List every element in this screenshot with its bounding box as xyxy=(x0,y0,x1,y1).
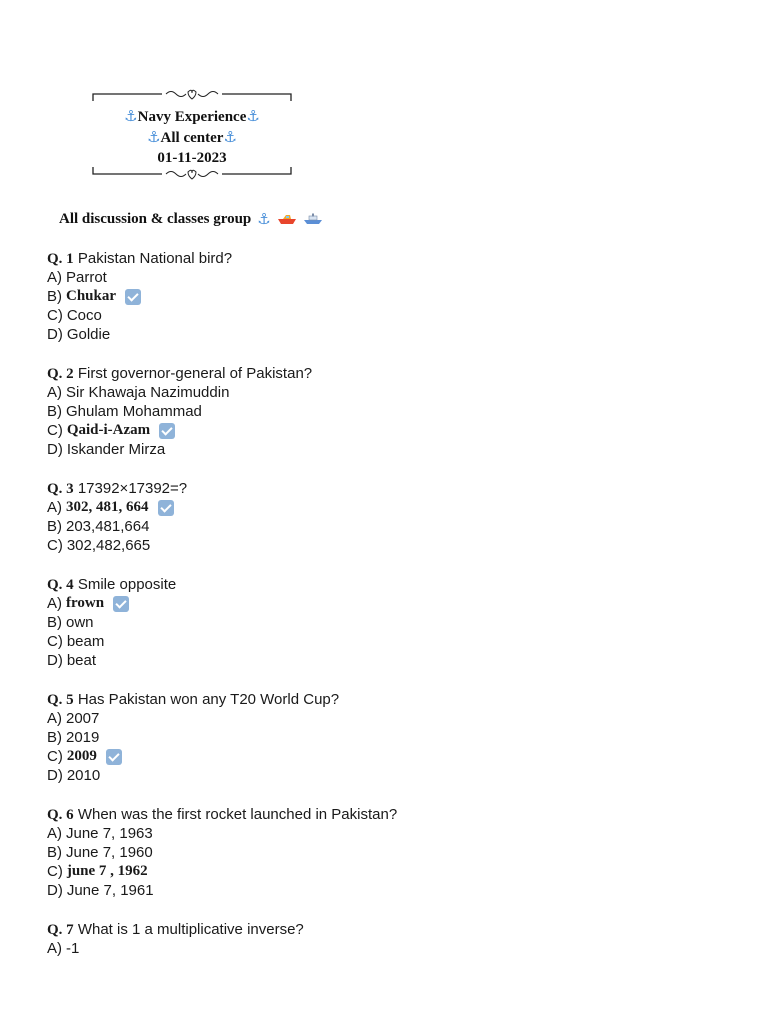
option-text: 2019 xyxy=(66,729,100,746)
option-text: -1 xyxy=(66,940,80,957)
check-mark-icon xyxy=(106,749,122,765)
option-text: Iskander Mirza xyxy=(66,441,166,458)
answer-option xyxy=(47,613,747,632)
option-letter: A) xyxy=(47,710,62,727)
answer-option xyxy=(47,862,747,881)
option-text: Ghulam Mohammad xyxy=(66,403,202,420)
option-text: Coco xyxy=(66,307,102,324)
option-text: 302,482,665 xyxy=(66,537,151,554)
check-mark-icon xyxy=(159,423,175,439)
answer-option xyxy=(47,536,747,555)
option-letter: A) xyxy=(47,595,62,612)
question-block xyxy=(47,690,747,785)
ship-icon xyxy=(303,213,323,225)
answer-option xyxy=(47,651,747,670)
answer-option xyxy=(47,766,747,785)
answer-option xyxy=(47,594,747,613)
speedboat-icon xyxy=(277,213,297,225)
anchor-icon: ⚓ xyxy=(246,107,260,125)
question-text: What is 1 a multiplicative inverse? xyxy=(77,921,304,938)
option-letter: C) xyxy=(47,863,63,880)
option-text: 2007 xyxy=(66,710,100,727)
option-text: Goldie xyxy=(66,326,111,343)
question-title xyxy=(47,364,747,383)
question-number: Q. 1 xyxy=(47,251,74,267)
question-block xyxy=(47,479,747,555)
answer-option xyxy=(47,632,747,651)
question-text: First governor-general of Pakistan? xyxy=(77,365,313,382)
option-letter: A) xyxy=(47,825,62,842)
question-block xyxy=(47,805,747,900)
question-block xyxy=(47,920,747,958)
option-letter: B) xyxy=(47,729,62,746)
header-box xyxy=(92,85,292,181)
option-text: beat xyxy=(66,652,97,669)
option-text: own xyxy=(66,614,94,631)
answer-option xyxy=(47,498,747,517)
option-letter: A) xyxy=(47,499,62,516)
anchor-icon: ⚓ xyxy=(147,128,161,146)
answer-option xyxy=(47,517,747,536)
question-number: Q. 5 xyxy=(47,692,74,708)
answer-option xyxy=(47,824,747,843)
check-mark-icon xyxy=(113,596,129,612)
question-title xyxy=(47,479,747,498)
question-title xyxy=(47,920,747,939)
option-letter: D) xyxy=(47,441,63,458)
decorative-frame-bottom xyxy=(92,166,292,180)
header-title-line xyxy=(92,106,292,127)
option-letter: D) xyxy=(47,652,63,669)
question-number: Q. 4 xyxy=(47,577,74,593)
question-number: Q. 2 xyxy=(47,366,74,382)
anchor-icon: ⚓ xyxy=(124,107,138,125)
question-title xyxy=(47,249,747,268)
answer-option xyxy=(47,843,747,862)
question-title xyxy=(47,805,747,824)
answer-option xyxy=(47,383,747,402)
option-text: June 7, 1960 xyxy=(66,844,153,861)
question-text: Has Pakistan won any T20 World Cup? xyxy=(77,691,340,708)
option-text: frown xyxy=(66,595,105,611)
answer-option xyxy=(47,939,747,958)
option-letter: C) xyxy=(47,422,63,439)
answer-option xyxy=(47,325,747,344)
option-letter: B) xyxy=(47,844,62,861)
option-text: 2009 xyxy=(66,748,97,764)
question-number: Q. 3 xyxy=(47,481,74,497)
answer-option xyxy=(47,268,747,287)
question-text: When was the first rocket launched in Pakistan? xyxy=(77,806,398,823)
decorative-frame-top xyxy=(92,88,292,102)
header-line2: All center xyxy=(160,130,224,146)
answer-option xyxy=(47,306,747,325)
question-text: Pakistan National bird? xyxy=(77,250,233,267)
question-block xyxy=(47,364,747,459)
option-letter: C) xyxy=(47,307,63,324)
question-block xyxy=(47,249,747,344)
option-letter: B) xyxy=(47,614,62,631)
option-text: June 7, 1963 xyxy=(66,825,153,842)
option-letter: B) xyxy=(47,403,62,420)
option-letter: C) xyxy=(47,537,63,554)
question-text: 17392×17392=? xyxy=(77,480,188,497)
option-text: Chukar xyxy=(66,288,117,304)
option-text: Sir Khawaja Nazimuddin xyxy=(66,384,230,401)
option-text: June 7, 1961 xyxy=(66,882,154,899)
answer-option xyxy=(47,709,747,728)
answer-option xyxy=(47,881,747,900)
option-letter: A) xyxy=(47,384,62,401)
option-text: beam xyxy=(66,633,105,650)
anchor-icon: ⚓ xyxy=(223,128,237,146)
group-line xyxy=(59,210,323,228)
option-letter: B) xyxy=(47,288,62,305)
answer-option xyxy=(47,287,747,306)
answer-option xyxy=(47,421,747,440)
option-letter: D) xyxy=(47,767,63,784)
option-letter: A) xyxy=(47,269,62,286)
option-letter: A) xyxy=(47,940,62,957)
option-letter: D) xyxy=(47,326,63,343)
option-text: Parrot xyxy=(66,269,107,286)
check-mark-icon xyxy=(158,500,174,516)
header-subtitle-line xyxy=(92,127,292,148)
option-text: 302, 481, 664 xyxy=(66,499,149,515)
question-number: Q. 7 xyxy=(47,922,74,938)
option-letter: B) xyxy=(47,518,62,535)
anchor-icon: ⚓ xyxy=(257,210,271,228)
option-text: june 7 , 1962 xyxy=(66,863,148,879)
option-letter: D) xyxy=(47,882,63,899)
question-title xyxy=(47,575,747,594)
answer-option xyxy=(47,402,747,421)
question-block xyxy=(47,575,747,670)
questions-list xyxy=(47,249,747,978)
question-title xyxy=(47,690,747,709)
question-text: Smile opposite xyxy=(77,576,177,593)
option-letter: C) xyxy=(47,633,63,650)
answer-option xyxy=(47,440,747,459)
check-mark-icon xyxy=(125,289,141,305)
header-line1: Navy Experience xyxy=(137,109,247,125)
header-date: 01-11-2023 xyxy=(157,150,227,166)
option-text: Qaid-i-Azam xyxy=(66,422,151,438)
question-number: Q. 6 xyxy=(47,807,74,823)
option-letter: C) xyxy=(47,748,63,765)
answer-option xyxy=(47,747,747,766)
option-text: 2010 xyxy=(66,767,101,784)
option-text: 203,481,664 xyxy=(66,518,150,535)
answer-option xyxy=(47,728,747,747)
group-text: All discussion & classes group xyxy=(59,210,252,227)
